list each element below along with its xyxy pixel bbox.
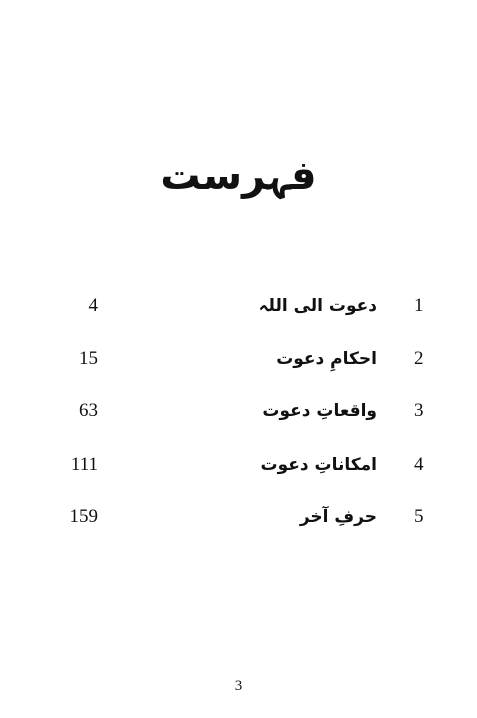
toc-entry-title: دعوت الی اللہ bbox=[258, 296, 377, 316]
page-title: فہرست bbox=[160, 153, 317, 199]
toc-entry-title: احکامِ دعوت bbox=[276, 349, 377, 369]
toc-entry-page: 111 bbox=[70, 454, 98, 475]
toc-entry bbox=[0, 286, 477, 326]
toc-entry bbox=[0, 339, 477, 379]
toc-entry-number: 5 bbox=[414, 506, 424, 527]
toc-entry bbox=[0, 391, 477, 431]
toc-entry bbox=[0, 497, 477, 537]
toc-entry-title: امکاناتِ دعوت bbox=[260, 455, 377, 475]
toc-entry-title: واقعاتِ دعوت bbox=[262, 401, 377, 421]
toc-entry bbox=[0, 445, 477, 485]
toc-entry-page: 159 bbox=[69, 506, 98, 527]
toc-entry-number: 3 bbox=[414, 400, 424, 421]
toc-entry-page: 63 bbox=[79, 400, 98, 421]
page-number: 3 bbox=[234, 678, 243, 694]
toc-entry-page: 4 bbox=[88, 295, 98, 316]
toc-entry-page: 15 bbox=[79, 348, 98, 369]
toc-entry-number: 1 bbox=[414, 295, 424, 316]
toc-entry-number: 2 bbox=[414, 348, 424, 369]
toc-entry-number: 4 bbox=[414, 454, 424, 475]
toc-entry-title: حرفِ آخر bbox=[299, 507, 377, 527]
